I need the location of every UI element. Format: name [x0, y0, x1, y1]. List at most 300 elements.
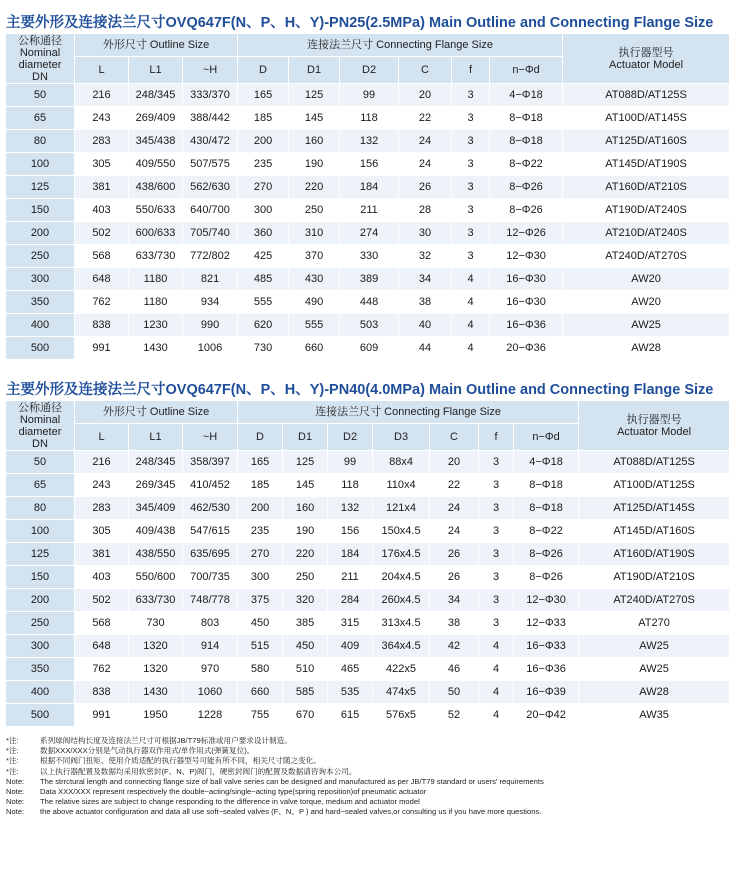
table-cell: 3 [452, 153, 490, 176]
column-header: f [452, 57, 490, 84]
table-cell: 730 [129, 612, 183, 635]
note-line [6, 807, 734, 817]
table-cell: 576x5 [373, 704, 430, 727]
table-cell: 430 [289, 268, 340, 291]
note-label: Note: [6, 797, 25, 807]
table-cell: 283 [75, 130, 129, 153]
table-cell: AW25 [563, 314, 730, 337]
table-cell: 333/370 [183, 84, 238, 107]
table-cell: 648 [75, 635, 129, 658]
table-cell: 42 [430, 635, 479, 658]
table-cell: 838 [75, 314, 129, 337]
table-row [6, 658, 730, 681]
table-cell: 269/409 [129, 107, 183, 130]
table-cell: 515 [238, 635, 283, 658]
table-cell: 462/530 [183, 497, 238, 520]
table-cell: AW20 [563, 268, 730, 291]
table-cell: AT190D/AT210S [579, 566, 730, 589]
table-cell: 220 [289, 176, 340, 199]
dn-cell: 250 [6, 612, 75, 635]
table-cell: 243 [75, 107, 129, 130]
table-cell: 8−Φ22 [490, 153, 563, 176]
table-cell: 132 [340, 130, 399, 153]
table-cell: 633/730 [129, 589, 183, 612]
table-cell: 235 [238, 153, 289, 176]
table-cell: AT190D/AT240S [563, 199, 730, 222]
table-cell: 16−Φ39 [514, 681, 579, 704]
note-line [6, 797, 734, 807]
note-text: The strrctural length and connecting flange size of ball valve series can be designed and manufactured as per JB/T79 standard or users' requirements [40, 776, 544, 786]
table-cell: 160 [289, 130, 340, 153]
table-cell: 1430 [129, 681, 183, 704]
table-cell: 730 [238, 337, 289, 360]
table-cell: 24 [430, 520, 479, 543]
table-row [6, 589, 730, 612]
outline-size-header: 外形尺寸 Outline Size [75, 34, 238, 57]
flange-size-header: 连接法兰尺寸 Connecting Flange Size [238, 34, 563, 57]
table-row [6, 612, 730, 635]
table-row [6, 107, 730, 130]
note-text: Data XXX/XXX represent respectively the double−acting/single−acting type(spring reposition)of pneumatic actuator [40, 787, 427, 797]
table-cell: 270 [238, 176, 289, 199]
table-cell: 34 [399, 268, 452, 291]
note-text: The relative sizes are subject to change responding to the difference in valve torque, medium and actuator model [40, 797, 420, 807]
table-cell: 700/735 [183, 566, 238, 589]
dn-header: 公称通径 Nominal diameter DN [6, 401, 75, 451]
table-cell: 403 [75, 199, 129, 222]
table-cell: 26 [430, 543, 479, 566]
table-cell: 3 [479, 566, 514, 589]
table-row [6, 681, 730, 704]
table-cell: 550/600 [129, 566, 183, 589]
table-cell: 52 [430, 704, 479, 727]
column-header: D [238, 57, 289, 84]
table-cell: 24 [430, 497, 479, 520]
table-cell: 211 [328, 566, 373, 589]
table-cell: 821 [183, 268, 238, 291]
note-label: *注: [6, 736, 19, 745]
column-header: D [238, 424, 283, 451]
table-cell: 248/345 [129, 451, 183, 474]
table-cell: 503 [340, 314, 399, 337]
dn-cell: 300 [6, 635, 75, 658]
table-cell: 310 [289, 222, 340, 245]
table-cell: 772/802 [183, 245, 238, 268]
table-cell: 34 [430, 589, 479, 612]
table-cell: 803 [183, 612, 238, 635]
table-cell: 260x4.5 [373, 589, 430, 612]
table-cell: 305 [75, 520, 129, 543]
table-cell: 20 [399, 84, 452, 107]
table-cell: 3 [452, 245, 490, 268]
table-cell: 176x4.5 [373, 543, 430, 566]
table-cell: 200 [238, 497, 283, 520]
column-header: D2 [328, 424, 373, 451]
table-cell: 425 [238, 245, 289, 268]
table-cell: 16−Φ33 [514, 635, 579, 658]
note-label: Note: [6, 787, 25, 797]
table-cell: 8−Φ26 [490, 199, 563, 222]
table-cell: 121x4 [373, 497, 430, 520]
note-label: *注: [6, 756, 19, 766]
column-header: f [479, 424, 514, 451]
table-cell: 485 [238, 268, 289, 291]
table-row [6, 222, 730, 245]
dn-cell: 300 [6, 268, 75, 291]
dn-cell: 150 [6, 566, 75, 589]
table-cell: AW28 [579, 681, 730, 704]
table-cell: 748/778 [183, 589, 238, 612]
table-cell: AT270 [579, 612, 730, 635]
flange-size-header: 连接法兰尺寸 Connecting Flange Size [238, 401, 579, 424]
table-cell: 507/575 [183, 153, 238, 176]
notes-section [0, 736, 734, 818]
table-row [6, 543, 730, 566]
table-cell: 838 [75, 681, 129, 704]
table-cell: 410/452 [183, 474, 238, 497]
table-cell: 16−Φ36 [514, 658, 579, 681]
table-row [6, 497, 730, 520]
table-cell: 3 [479, 589, 514, 612]
column-header: D1 [283, 424, 328, 451]
table-cell: 216 [75, 451, 129, 474]
dn-cell: 100 [6, 153, 75, 176]
table-cell: 38 [430, 612, 479, 635]
table-cell: 3 [452, 199, 490, 222]
table-cell: 438/600 [129, 176, 183, 199]
table-cell: 248/345 [129, 84, 183, 107]
table-cell: 110x4 [373, 474, 430, 497]
table-cell: 30 [399, 222, 452, 245]
table-cell: 4 [452, 268, 490, 291]
table-cell: 430/472 [183, 130, 238, 153]
table-cell: 44 [399, 337, 452, 360]
column-header: n−Φd [514, 424, 579, 451]
table-cell: 32 [399, 245, 452, 268]
actuator-model-header: 执行器型号 Actuator Model [563, 34, 730, 84]
dn-cell: 200 [6, 222, 75, 245]
table-cell: 385 [283, 612, 328, 635]
table-cell: 250 [283, 566, 328, 589]
table-cell: 4−Φ18 [490, 84, 563, 107]
table-cell: 8−Φ26 [514, 566, 579, 589]
table-cell: 388/442 [183, 107, 238, 130]
table-cell: 145 [283, 474, 328, 497]
table-cell: 438/550 [129, 543, 183, 566]
table-cell: 8−Φ18 [490, 107, 563, 130]
table-cell: 24 [399, 153, 452, 176]
dn-cell: 400 [6, 681, 75, 704]
table-cell: 315 [328, 612, 373, 635]
table-cell: 1230 [129, 314, 183, 337]
table-cell: 184 [340, 176, 399, 199]
table-cell: 118 [328, 474, 373, 497]
table-cell: 450 [238, 612, 283, 635]
table-cell: 24 [399, 130, 452, 153]
table-cell: 28 [399, 199, 452, 222]
table-cell: 635/695 [183, 543, 238, 566]
table-cell: 345/409 [129, 497, 183, 520]
table-cell: 160 [283, 497, 328, 520]
table-row [6, 268, 730, 291]
dn-cell: 250 [6, 245, 75, 268]
table-cell: AT125D/AT160S [563, 130, 730, 153]
dn-cell: 50 [6, 84, 75, 107]
table-cell: 409 [328, 635, 373, 658]
table-cell: 4 [479, 635, 514, 658]
table-cell: 4 [479, 681, 514, 704]
table-cell: 330 [340, 245, 399, 268]
table-cell: 3 [479, 497, 514, 520]
table-cell: 991 [75, 337, 129, 360]
table-row [6, 635, 730, 658]
table-cell: 20−Φ36 [490, 337, 563, 360]
table-cell: 3 [452, 107, 490, 130]
table-cell: 4 [479, 704, 514, 727]
table2-title: 主要外形及连接法兰尺寸OVQ647F(N、P、H、Y)-PN40(4.0MPa) Main Outline and Connecting Flange Size [6, 382, 714, 398]
table-cell: 22 [399, 107, 452, 130]
note-text: 数据XXX/XXX分别是气动执行器双作用式/单作用式(弹簧复位)。 [40, 746, 255, 756]
table-row [6, 520, 730, 543]
table-cell: 381 [75, 176, 129, 199]
table-cell: 991 [75, 704, 129, 727]
table-cell: 409/438 [129, 520, 183, 543]
table-cell: AT088D/AT125S [579, 451, 730, 474]
table-cell: 16−Φ30 [490, 291, 563, 314]
dn-cell: 100 [6, 520, 75, 543]
table-cell: 3 [479, 474, 514, 497]
table-cell: 190 [283, 520, 328, 543]
table-cell: 50 [430, 681, 479, 704]
table-cell: 220 [283, 543, 328, 566]
table-cell: 235 [238, 520, 283, 543]
pn40-dimension-table [5, 400, 730, 727]
table-cell: 88x4 [373, 451, 430, 474]
table-row [6, 153, 730, 176]
table-cell: AT100D/AT125S [579, 474, 730, 497]
table-cell: 648 [75, 268, 129, 291]
note-label: Note: [6, 776, 25, 786]
table-cell: 8−Φ18 [490, 130, 563, 153]
actuator-model-header: 执行器型号 Actuator Model [579, 401, 730, 451]
dn-cell: 65 [6, 107, 75, 130]
table-cell: 8−Φ26 [514, 543, 579, 566]
table-cell: 403 [75, 566, 129, 589]
table-cell: 914 [183, 635, 238, 658]
table-cell: 370 [289, 245, 340, 268]
table-cell: 465 [328, 658, 373, 681]
dn-cell: 150 [6, 199, 75, 222]
table-cell: 705/740 [183, 222, 238, 245]
table-cell: 490 [289, 291, 340, 314]
table-row [6, 314, 730, 337]
table-cell: 274 [340, 222, 399, 245]
table-cell: 1006 [183, 337, 238, 360]
table-cell: 1180 [129, 268, 183, 291]
table-cell: 284 [328, 589, 373, 612]
note-text: 系列球阀结构长度及连接法兰尺寸可根据JB/T79标准或用户要求设计制造。 [40, 736, 292, 745]
table-cell: 3 [479, 543, 514, 566]
table-cell: 409/550 [129, 153, 183, 176]
table-cell: 26 [399, 176, 452, 199]
column-header: C [399, 57, 452, 84]
table-row [6, 84, 730, 107]
dn-cell: 125 [6, 543, 75, 566]
table-cell: AW25 [579, 658, 730, 681]
table-cell: 600/633 [129, 222, 183, 245]
table-cell: 660 [289, 337, 340, 360]
column-header: ~H [183, 424, 238, 451]
table-cell: 165 [238, 451, 283, 474]
table-cell: 1320 [129, 658, 183, 681]
table-cell: 615 [328, 704, 373, 727]
table-cell: 510 [283, 658, 328, 681]
table-cell: 755 [238, 704, 283, 727]
table-cell: 762 [75, 291, 129, 314]
dn-cell: 80 [6, 497, 75, 520]
table-row [6, 245, 730, 268]
table-cell: 150x4.5 [373, 520, 430, 543]
note-line [6, 777, 734, 787]
table-row [6, 566, 730, 589]
dn-cell: 350 [6, 291, 75, 314]
table-cell: 550/633 [129, 199, 183, 222]
table-cell: 211 [340, 199, 399, 222]
table-cell: 269/345 [129, 474, 183, 497]
table-cell: 12−Φ30 [514, 589, 579, 612]
note-line [6, 736, 734, 746]
table-cell: 3 [479, 451, 514, 474]
table-cell: 450 [283, 635, 328, 658]
table1-title: 主要外形及连接法兰尺寸OVQ647F(N、P、H、Y)-PN25(2.5MPa) Main Outline and Connecting Flange Size [6, 15, 714, 31]
table-cell: 4 [452, 314, 490, 337]
table-cell: 300 [238, 566, 283, 589]
table-cell: 8−Φ22 [514, 520, 579, 543]
table-cell: AW28 [563, 337, 730, 360]
dn-cell: 350 [6, 658, 75, 681]
table-cell: 3 [452, 84, 490, 107]
table-cell: 156 [340, 153, 399, 176]
note-line [6, 746, 734, 756]
table-cell: 1320 [129, 635, 183, 658]
table-cell: 970 [183, 658, 238, 681]
table-cell: 320 [283, 589, 328, 612]
note-line [6, 756, 734, 766]
column-header: C [430, 424, 479, 451]
table-cell: AT160D/AT190S [579, 543, 730, 566]
table-cell: 12−Φ33 [514, 612, 579, 635]
table-cell: 4 [479, 658, 514, 681]
table-cell: 934 [183, 291, 238, 314]
table-cell: 3 [452, 176, 490, 199]
table-cell: 305 [75, 153, 129, 176]
table-cell: 156 [328, 520, 373, 543]
table-cell: 200 [238, 130, 289, 153]
table-cell: 8−Φ18 [514, 474, 579, 497]
table-cell: AW35 [579, 704, 730, 727]
table-cell: 16−Φ30 [490, 268, 563, 291]
table-cell: 12−Φ26 [490, 222, 563, 245]
table-cell: 184 [328, 543, 373, 566]
table-row [6, 704, 730, 727]
table-cell: 145 [289, 107, 340, 130]
column-header: L1 [129, 57, 183, 84]
table-cell: AT240D/AT270S [563, 245, 730, 268]
note-label: *注: [6, 746, 19, 756]
table-cell: AW25 [579, 635, 730, 658]
table-cell: AT160D/AT210S [563, 176, 730, 199]
table-cell: AT240D/AT270S [579, 589, 730, 612]
table-row [6, 199, 730, 222]
table-cell: 300 [238, 199, 289, 222]
table-cell: 568 [75, 612, 129, 635]
note-line [6, 787, 734, 797]
dn-cell: 50 [6, 451, 75, 474]
table-cell: 640/700 [183, 199, 238, 222]
table-cell: 670 [283, 704, 328, 727]
dn-cell: 500 [6, 704, 75, 727]
note-text: 根据不同阀门扭矩、使用介质适配的执行器型号可能有所不同，相关尺寸随之变化。 [40, 756, 321, 766]
table-row [6, 176, 730, 199]
table-row [6, 130, 730, 153]
column-header: D2 [340, 57, 399, 84]
table-cell: 633/730 [129, 245, 183, 268]
dn-cell: 400 [6, 314, 75, 337]
table-cell: 125 [283, 451, 328, 474]
table-row [6, 474, 730, 497]
table-cell: 358/397 [183, 451, 238, 474]
table-cell: 8−Φ18 [514, 497, 579, 520]
table-cell: 1228 [183, 704, 238, 727]
note-label: Note: [6, 807, 25, 817]
table-cell: 568 [75, 245, 129, 268]
table-cell: 474x5 [373, 681, 430, 704]
outline-size-header: 外形尺寸 Outline Size [75, 401, 238, 424]
dn-cell: 125 [6, 176, 75, 199]
table-cell: 4−Φ18 [514, 451, 579, 474]
table-cell: 547/615 [183, 520, 238, 543]
table-cell: 165 [238, 84, 289, 107]
table-cell: 38 [399, 291, 452, 314]
table-cell: 660 [238, 681, 283, 704]
table-cell: 16−Φ36 [490, 314, 563, 337]
table-cell: 216 [75, 84, 129, 107]
table-cell: 4 [452, 337, 490, 360]
table-cell: 3 [452, 222, 490, 245]
table-cell: 26 [430, 566, 479, 589]
table-cell: 422x5 [373, 658, 430, 681]
table-cell: 99 [328, 451, 373, 474]
table-cell: AT100D/AT145S [563, 107, 730, 130]
table-cell: 125 [289, 84, 340, 107]
table-cell: 20 [430, 451, 479, 474]
dn-cell: 65 [6, 474, 75, 497]
table-cell: 448 [340, 291, 399, 314]
table-cell: 270 [238, 543, 283, 566]
table-cell: 99 [340, 84, 399, 107]
table-cell: 360 [238, 222, 289, 245]
table-cell: 762 [75, 658, 129, 681]
column-header: L [75, 424, 129, 451]
dn-cell: 500 [6, 337, 75, 360]
table-cell: 345/438 [129, 130, 183, 153]
table-cell: 118 [340, 107, 399, 130]
column-header: L1 [129, 424, 183, 451]
table-cell: 4 [452, 291, 490, 314]
column-header: n−Φd [490, 57, 563, 84]
column-header: L [75, 57, 129, 84]
table-cell: AT145D/AT190S [563, 153, 730, 176]
